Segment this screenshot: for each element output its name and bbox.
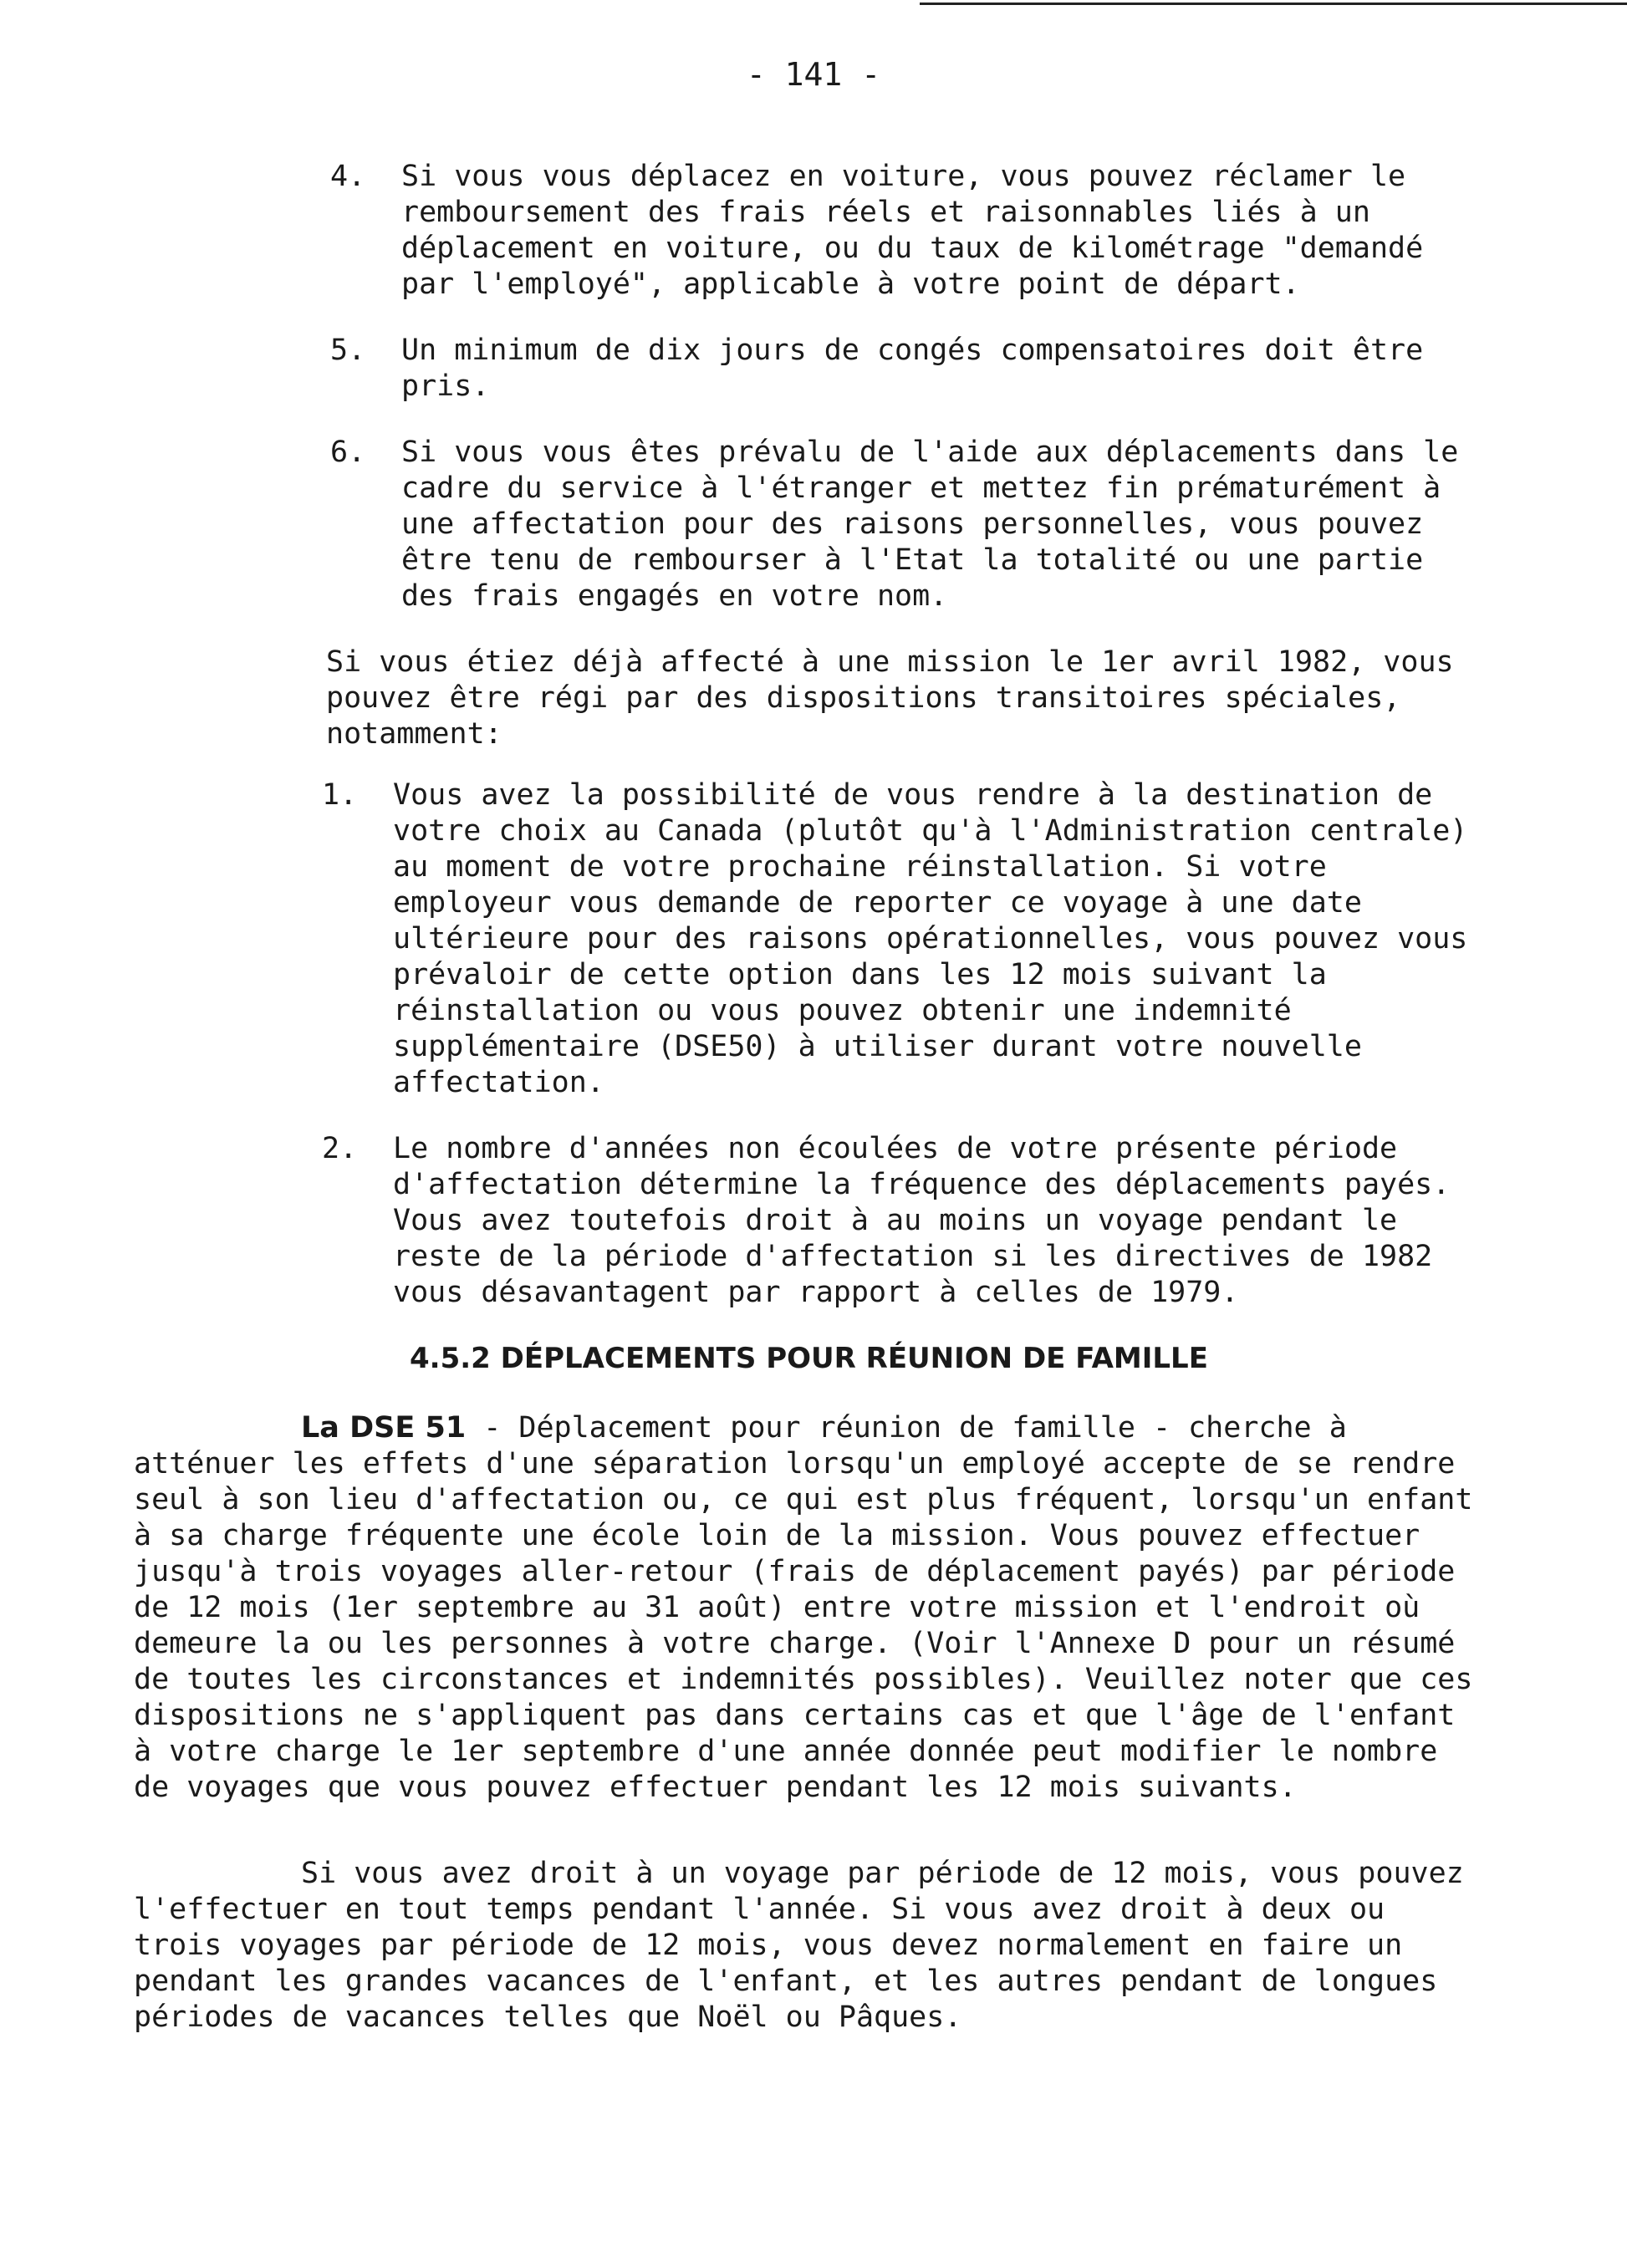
list-item-text: Si vous vous déplacez en voiture, vous pouvez réclamer le remboursement des frais réels et raisonnables liés à un déplacement en voiture, ou du taux de kilométrage "demandé par l'employé", applicable à votre point de départ. bbox=[401, 160, 1424, 301]
section-heading: 4.5.2 DÉPLACEMENTS POUR RÉUNION DE FAMILLE bbox=[410, 1342, 1208, 1375]
list-item-number: 1. bbox=[322, 778, 358, 812]
document-body bbox=[134, 159, 1480, 2086]
list-item-number: 5. bbox=[330, 334, 366, 367]
list-item-text: Un minimum de dix jours de congés compensatoires doit être pris. bbox=[401, 334, 1424, 403]
paragraph-text: - Déplacement pour réunion de famille - cherche à atténuer les effets d'une séparation lorsqu'un employé accepte de se rendre seul à son lieu d'affectation ou, ce qui est plus fréquent, lorsqu'un enfant à sa charge fréquente une école loin de la mission. Vous pouvez effectuer jusqu'à trois voyages aller-retour (frais de déplacement payés) par période de 12 mois (1er septembre au 31 août) entre votre mission et l'endroit où demeure la ou les personnes à votre charge. (Voir l'Annexe D pour un résumé de toutes les circonstances et indemnités possibles). Veuillez noter que ces dispositions ne s'appliquent pas dans certains cas et que l'âge de l'enfant à votre charge le 1er septembre d'une année donnée peut modifier le nombre de voyages que vous pouvez effectuer pendant les 12 mois suivants. bbox=[134, 1411, 1473, 1804]
top-rule bbox=[920, 3, 1627, 5]
paragraph-lead: La DSE 51 bbox=[301, 1411, 467, 1445]
list-item bbox=[322, 777, 1480, 1101]
list-item-text: Vous avez la possibilité de vous rendre à la destination de votre choix au Canada (plutôt qu'à l'Administration centrale) au moment de votre prochaine réinstallation. Si votre employeur vous demande de reporter ce voyage à une date ultérieure pour des raisons opérationnelles, vous pouvez vous prévaloir de cette option dans les 12 mois suivant la réinstallation ou vous pouvez obtenir une indemnité supplémentaire (DSE50) à utiliser durant votre nouvelle affectation. bbox=[393, 778, 1468, 1099]
list-item bbox=[330, 435, 1480, 614]
list-item bbox=[322, 1131, 1480, 1311]
list-item-number: 6. bbox=[330, 436, 366, 469]
transitional-intro: Si vous étiez déjà affecté à une mission le 1er avril 1982, vous pouvez être régi par des dispositions transitoires spéciales, notamment: bbox=[326, 645, 1454, 751]
list-item-text: Si vous vous êtes prévalu de l'aide aux déplacements dans le cadre du service à l'étranger et mettez fin prématurément à une affectation pour des raisons personnelles, vous pouvez être tenu de rembourser à l'Etat la totalité ou une partie des frais engagés en votre nom. bbox=[401, 436, 1459, 613]
paragraph-text: Si vous avez droit à un voyage par période de 12 mois, vous pouvez l'effectuer en tout temps pendant l'année. Si vous avez droit à deux ou trois voyages par période de 12 mois, vous devez normalement en faire un pendant les grandes vacances de l'enfant, et les autres pendant de longues périodes de vacances telles que Noël ou Pâques. bbox=[134, 1857, 1464, 2034]
list-item-number: 2. bbox=[322, 1132, 358, 1165]
provisions-list bbox=[330, 159, 1480, 614]
paragraph bbox=[134, 1410, 1480, 1806]
page-number: - 141 - bbox=[746, 56, 881, 93]
list-item-number: 4. bbox=[330, 160, 366, 193]
paragraph bbox=[134, 1856, 1480, 2036]
list-item-text: Le nombre d'années non écoulées de votre présente période d'affectation détermine la fréquence des déplacements payés. Vous avez toutefois droit à au moins un voyage pendant le reste de la période d'affectation si les directives de 1982 vous désavantagent par rapport à celles de 1979. bbox=[393, 1132, 1451, 1309]
list-item bbox=[330, 333, 1480, 405]
list-item bbox=[330, 159, 1480, 303]
transitional-list bbox=[322, 777, 1480, 1311]
